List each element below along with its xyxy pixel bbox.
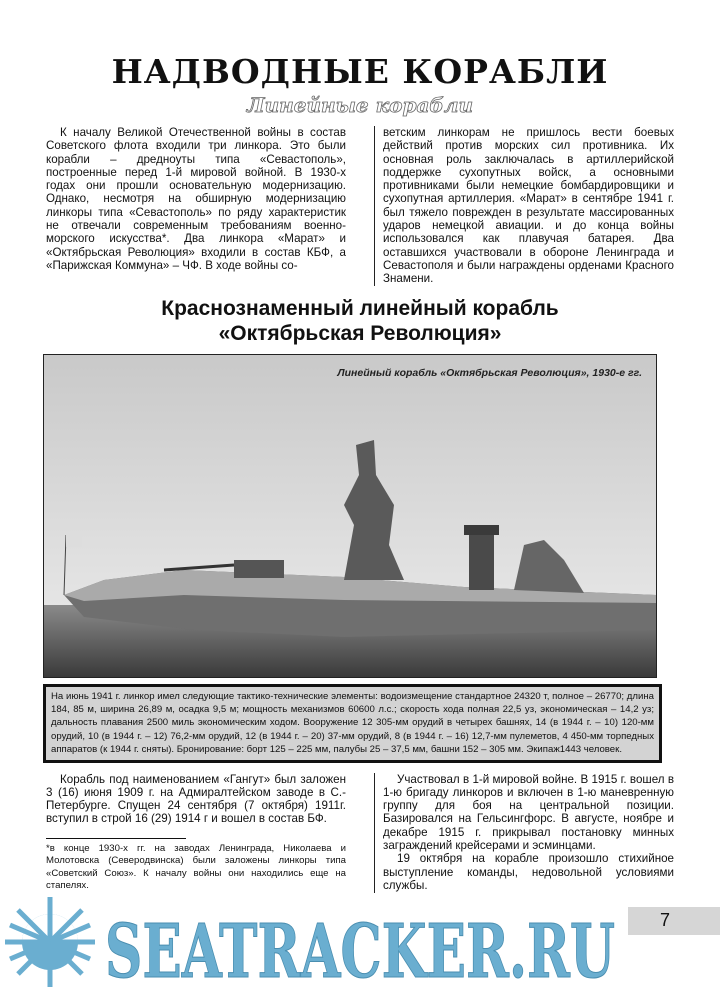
seatracker-watermark [0, 897, 620, 991]
page-number-box [628, 907, 720, 935]
body-paragraph: Участвовал в 1-й мировой войне. В 1915 г. вошел в 1-ю бригаду линкоров и включен в 1-ю маневренную группу для боя на центральной позиции. Базировался на Гельсингфорс. В августе, ноябре и декабре 1915 г. прикрывал постановку минных заграждений крейсерами и эсминцами. [383, 772, 674, 853]
ship-photo [43, 354, 657, 678]
body-paragraph: Корабль под наименованием «Гангут» был заложен 3 (16) июня 1909 г. на Адмиралтейском заводе в С.-Петербурге. Спущен 24 сентября (7 октября) 1911г. вступил в строй 16 (29) 1914 г и вошел в состав БФ. [46, 772, 346, 826]
page-title: НАДВОДНЫЕ КОРАБЛИ [111, 52, 609, 91]
specifications-box: На июнь 1941 г. линкор имел следующие тактико-технические элементы: водоизмещение стандартное 24320 т, полное – 26770; длина 184, 85 м, ширина 26,89 м, осадка 9,5 м; мощность механизмов 60600 л.с.; скорость хода полная 22,5 уз, экономическая – 14,2 уз; дальность плавания 2500 миль экономическим ходом. Вооружение 12 305-мм орудий в четырех башнях, 14 (в 1944 г. – 10) 120-мм орудий, 10 (в 1944 г. – 12) 76,2-мм орудий, 12 (в 1944 г. – 20) 37-мм орудий, 8 (в 1944 г. – 16) 12,7-мм пулеметов, 4 450-мм торпедных аппаратов (к 1944 г. сняты). Бронирование: борт 125 – 225 мм, палубы 25 – 37,5 мм, башни 152 – 305 мм. Экипаж1443 человек. [43, 684, 662, 763]
body-paragraph: 19 октября на корабле произошло стихийное выступление команды, недовольной условиями службы. [383, 852, 674, 892]
footnote-rule [46, 838, 186, 839]
page-number: 7 [660, 909, 671, 930]
section-heading [46, 296, 674, 346]
page-subtitle: Линейные корабли [246, 93, 474, 117]
section-heading-line1: Краснознаменный линейный корабль [161, 296, 559, 320]
body-column-2 [374, 773, 674, 893]
battleship-image [44, 355, 656, 677]
footnote: *в конце 1930-х гг. на заводах Ленинграда, Николаева и Молотовска (Северодвинска) были заложены линкоры типа «Советский Союз». К началу войны они находились еще на стапелях. [46, 842, 346, 892]
watermark-text: SEATRACKER.RU [105, 908, 615, 991]
intro-paragraph: К началу Великой Отечественной войны в состав Советского флота входили три линкора. Это были корабли – дредноуты типа «Севастополь», построенные перед 1-й мировой войной. В 1930-х годах они прошли основательную модернизацию. Однако, несмотря на обширную модернизацию линкоры типа «Севастополь» по ряду характеристик не отвечали современным требованиям военно-морского искусства*. Два линкора «Марат» и «Октябрьская Революция» входили в состав КБФ, а «Парижская Коммуна» – ЧФ. В ходе войны со- [46, 126, 346, 272]
intro-paragraph: ветским линкорам не пришлось вести боевых действий против морских сил противника. Их основная роль заключалась в артиллерийской поддержке сухопутных войск, а основными противниками были немецкие бомбардировщики и сухопутная артиллерия. «Марат» в сентябре 1941 г. был тяжело поврежден в результате массированных ударов немецкой авиации. и до конца войны использовался как плавучая батарея. Два оставшихся участвовали в обороне Ленинграда и Севастополя и были награждены орденами Красного Знамени. [383, 126, 674, 286]
body-column-1 [46, 773, 346, 893]
page-footer [0, 897, 720, 991]
photo-caption: Линейный корабль «Октябрьская Революция», 1930-е гг. [337, 366, 642, 379]
intro-column-2 [374, 126, 674, 286]
intro-column-1 [46, 126, 346, 286]
body-columns [46, 773, 674, 893]
intro-columns [46, 126, 674, 286]
section-heading-line2: «Октябрьская Революция» [218, 321, 502, 345]
